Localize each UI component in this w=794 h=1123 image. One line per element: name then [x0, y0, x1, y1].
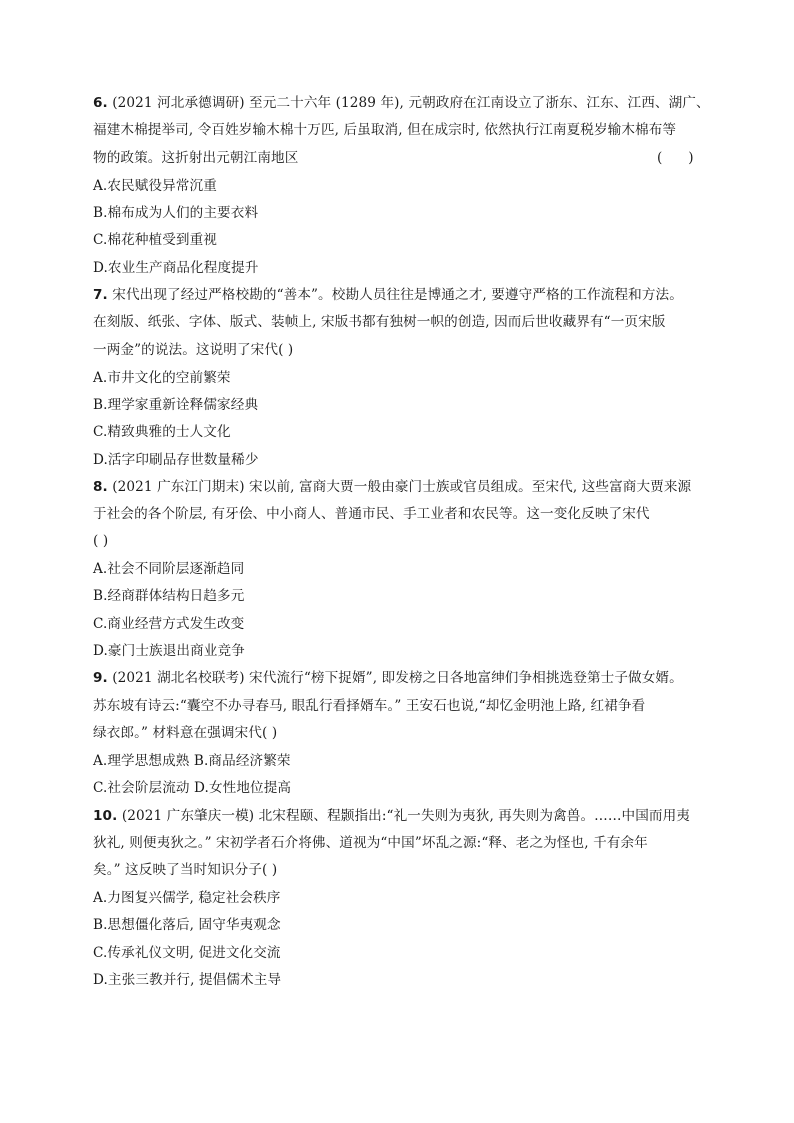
question-10-option-a[interactable]: A.力图复兴儒学, 稳定社会秩序	[93, 890, 281, 906]
question-9-options-cd[interactable]: C.社会阶层流动 D.女性地位提高	[93, 780, 292, 796]
question-6-line-2: 福建木棉提举司, 令百姓岁输木棉十万匹, 后虽取消, 但在成宗时, 依然执行江南夏税岁输木棉布等	[93, 122, 677, 138]
question-6-number: 6.	[93, 95, 108, 111]
question-10-option-b[interactable]: B.思想僵化落后, 固守华夷观念	[93, 917, 281, 933]
question-6-answer-blank[interactable]: ( )	[657, 150, 694, 166]
question-10-line-3: 矣。” 这反映了当时知识分子( )	[93, 862, 278, 878]
question-6-line-3: 物的政策。这折射出元朝江南地区	[93, 150, 299, 166]
question-7-option-d[interactable]: D.活字印刷品存世数量稀少	[93, 452, 259, 468]
question-7-option-b[interactable]: B.理学家重新诠释儒家经典	[93, 397, 259, 413]
question-8-line-2: 于社会的各个阶层, 有牙侩、中小商人、普通市民、手工业者和农民等。这一变化反映了宋代	[93, 506, 650, 522]
question-10-option-d[interactable]: D.主张三教并行, 提倡儒术主导	[93, 972, 282, 988]
question-6-option-a[interactable]: A.农民赋役异常沉重	[93, 178, 217, 194]
question-8-answer-blank[interactable]: ( )	[93, 533, 109, 549]
question-7-line-2: 在刻版、纸张、字体、版式、装帧上, 宋版书都有独树一帜的创造, 因而后世收藏界有“一页宋版	[93, 314, 666, 330]
question-8-option-d[interactable]: D.豪门士族退出商业竞争	[93, 643, 245, 659]
question-6-line-1: 6. (2021 河北承德调研) 至元二十六年 (1289 年), 元朝政府在江南设立了浙东、江东、江西、湖广、	[93, 95, 710, 111]
question-10-line-1: 10. (2021 广东肇庆一模) 北宋程颐、程颢指出:“礼一失则为夷狄, 再失则为禽兽。……中国而用夷	[93, 808, 690, 824]
question-8-option-a[interactable]: A.社会不同阶层逐渐趋同	[93, 561, 245, 577]
question-8-option-c[interactable]: C.商业经营方式发生改变	[93, 616, 245, 632]
question-6-option-b[interactable]: B.棉布成为人们的主要衣料	[93, 205, 259, 221]
question-10-option-c[interactable]: C.传承礼仪文明, 促进文化交流	[93, 945, 281, 961]
question-8-number: 8.	[93, 479, 108, 495]
question-9-number: 9.	[93, 670, 108, 686]
question-7-line-3: 一两金”的说法。这说明了宋代( )	[93, 342, 294, 358]
question-7-option-c[interactable]: C.精致典雅的士人文化	[93, 424, 231, 440]
question-7-number: 7.	[93, 287, 108, 303]
question-9-options-ab[interactable]: A.理学思想成熟 B.商品经济繁荣	[93, 753, 291, 769]
question-6-option-d[interactable]: D.农业生产商品化程度提升	[93, 260, 259, 276]
question-8-line-1: 8. (2021 广东江门期末) 宋以前, 富商大贾一般由豪门士族或官员组成。至宋代, 这些富商大贾来源	[93, 479, 692, 495]
question-10-number: 10.	[93, 808, 118, 824]
question-7-option-a[interactable]: A.市井文化的空前繁荣	[93, 370, 231, 386]
question-10-line-2: 狄礼, 则便夷狄之。” 宋初学者石介将佛、道视为“中国”坏乱之源:“释、老之为怪也, 千有余年	[93, 835, 648, 851]
question-9-line-3: 绿衣郎。” 材料意在强调宋代( )	[93, 725, 278, 741]
question-9-line-1: 9. (2021 湖北名校联考) 宋代流行“榜下捉婿”, 即发榜之日各地富绅们争相挑选登第士子做女婿。	[93, 670, 683, 686]
question-6-option-c[interactable]: C.棉花种植受到重视	[93, 232, 217, 248]
question-7-line-1: 7. 宋代出现了经过严格校勘的“善本”。校勘人员往往是博通之才, 要遵守严格的工作流程和方法。	[93, 287, 683, 303]
question-9-line-2: 苏东坡有诗云:“囊空不办寻春马, 眼乱行看择婿车。” 王安石也说,“却忆金明池上路, 红裙争看	[93, 698, 646, 714]
question-8-option-b[interactable]: B.经商群体结构日趋多元	[93, 588, 245, 604]
